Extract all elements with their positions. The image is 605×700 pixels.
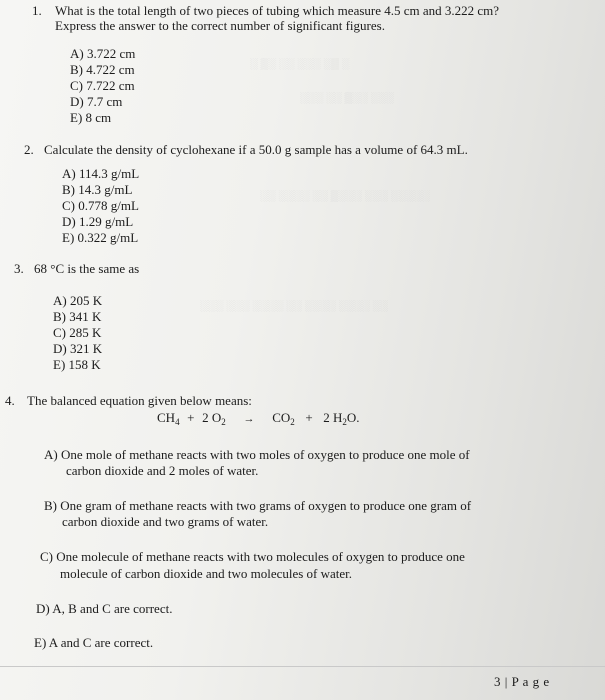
q1-option-e: E) 8 cm [70,110,112,125]
q3-option-c: C) 285 K [53,325,102,340]
q1-text-line2: Express the answer to the correct number of significant figures. [55,18,385,33]
q4-option-a-line2: carbon dioxide and 2 moles of water. [66,463,259,478]
bleed-through-text: ░░ ░░░░ ░░ ▒░░░ ░░░ ░░░░░ [260,190,430,202]
footer-rule [0,666,605,667]
q2-option-c: C) 0.778 g/mL [62,198,139,213]
q3-option-e: E) 158 K [53,357,101,372]
chemical-equation [157,410,360,427]
q4-number: 4. [5,393,15,408]
q2-text: Calculate the density of cyclohexane if a 50.0 g sample has a volume of 64.3 mL. [44,142,468,157]
eq-carbon-dioxide: $CO_2$ [272,410,295,427]
q3-option-d: D) 321 K [53,341,103,356]
q2-option-a: A) 114.3 g/mL [62,166,140,181]
q4-option-c-line1: C) One molecule of methane reacts with two molecules of oxygen to produce one [40,549,465,564]
q1-option-c: C) 7.722 cm [70,78,135,93]
eq-oxygen: 2 $O_2$ [202,410,226,427]
q4-text: The balanced equation given below means: [27,393,252,408]
q4-option-e: E) A and C are correct. [34,635,154,650]
q2-option-b: B) 14.3 g/mL [62,182,133,197]
q2-option-e: E) 0.322 g/mL [62,230,139,245]
page-number: 3 | P a g e [494,674,550,689]
q4-option-d: D) A, B and C are correct. [36,601,173,616]
q3-option-b: B) 341 K [53,309,102,324]
bleed-through-text: ░░░ ░░ ▒░░ ░░░ [300,92,394,104]
q3-number: 3. [14,261,24,276]
q4-option-a-line1: A) One mole of methane reacts with two moles of oxygen to produce one mole of [44,447,470,462]
q1-text-line1: What is the total length of two pieces of tubing which measure 4.5 cm and 3.222 cm? [55,3,500,18]
bleed-through-text: ░ ▒░ ░░ ░░░ ░▒ ░ [250,58,350,70]
q2-option-d: D) 1.29 g/mL [62,214,134,229]
bleed-through-text: ░░░ ░░░ ░░░░ ░░ ░░░░ ░░░░ ░░ [200,300,388,312]
q4-option-b-line2: carbon dioxide and two grams of water. [62,514,269,529]
q1-option-d: D) 7.7 cm [70,94,123,109]
q4-option-c-line2: molecule of carbon dioxide and two molecules of water. [60,566,353,581]
eq-plus-2: + [305,410,313,425]
q2-number: 2. [24,142,34,157]
q1-option-a: A) 3.722 cm [70,46,136,61]
q1-option-b: B) 4.722 cm [70,62,135,77]
q1-number: 1. [32,3,42,18]
eq-arrow: → [243,413,255,425]
q3-text: 68 °C is the same as [34,261,140,276]
eq-plus-1: + [187,410,195,425]
q3-option-a: A) 205 K [53,293,103,308]
eq-methane: $CH_4$ [157,410,180,427]
eq-water: 2 $H_2O$. [323,410,360,427]
q4-option-b-line1: B) One gram of methane reacts with two grams of oxygen to produce one gram of [44,498,472,513]
